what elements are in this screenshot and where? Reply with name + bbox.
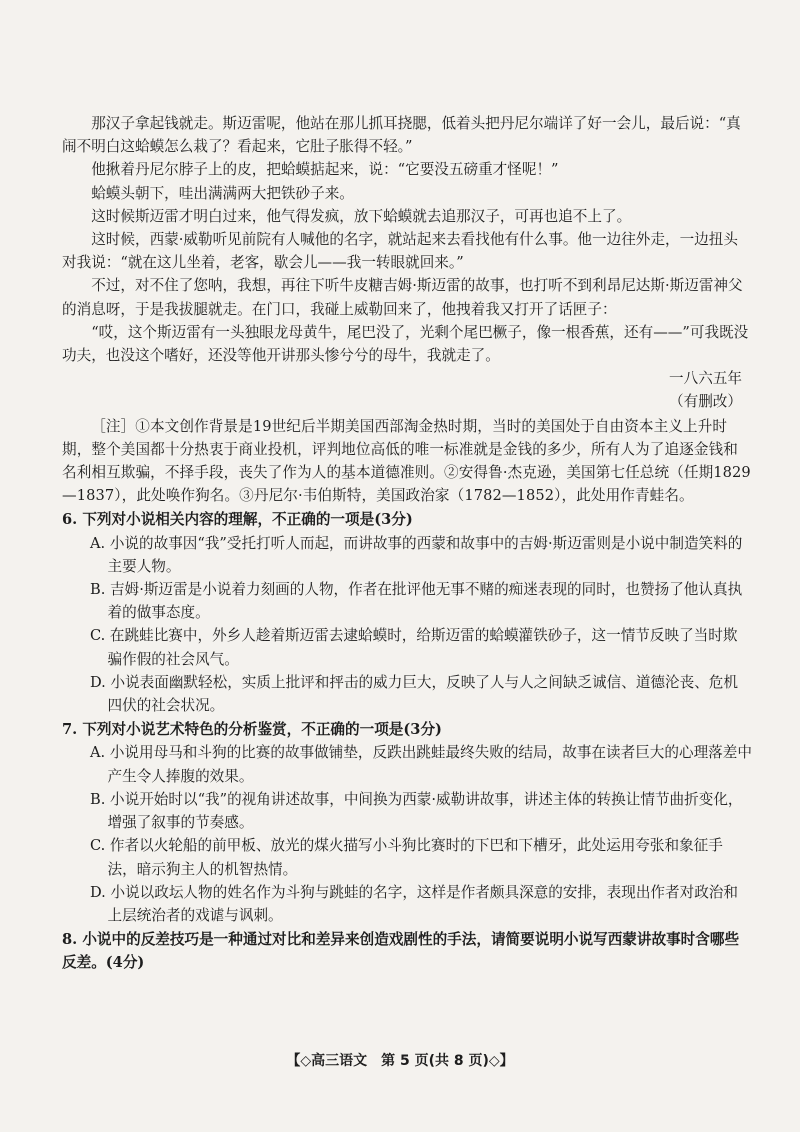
option-c: C. 在跳蛙比赛中，外乡人趁着斯迈雷去逮蛤蟆时，给斯迈雷的蛤蟆灌铁砂子，这一情节反映了当时欺骗作假的社会风气。 [90,627,738,668]
passage-paragraph: 不过，对不住了您呐，我想，再往下听牛皮糖吉姆·斯迈雷的故事，也打听不到利昂尼达斯·斯迈雷神父的消息呀，于是我拔腿就走。在门口，我碰上威勒回来了，他拽着我又打开了话匣子： [62,277,743,318]
option-d: D. 小说表面幽默轻松，实质上批评和抨击的威力巨大，反映了人与人之间缺乏诚信、道德沦丧、危机四伏的社会状况。 [90,673,738,715]
passage-paragraph: 这时候斯迈雷才明白过来，他气得发疯，放下蛤蟆就去追那汉子，可再也追不上了。 [91,207,632,225]
question-stem: 6. 下列对小说相关内容的理解，不正确的一项是(3分) [62,511,413,529]
source-note: （有删改） [669,393,742,411]
question-stem: 7. 下列对小说艺术特色的分析鉴赏，不正确的一项是(3分) [62,721,442,739]
option-c: C. 作者以火轮船的前甲板、放光的煤火描写小斗狗比赛时的下巴和下槽牙，此处运用夸张和象征手法，暗示狗主人的机智热情。 [90,837,723,878]
passage-paragraph: 那汉子拿起钱就走。斯迈雷呢，他站在那儿抓耳挠腮，低着头把丹尼尔端详了好一会儿，最后说：“真闹不明白这蛤蟆怎么栽了？看起来，它肚子胀得不轻。” [62,115,741,156]
option-b: B. 吉姆·斯迈雷是小说着力刻画的人物，作者在批评他无事不赌的痴迷表现的同时，也赞扬了他认真执着的做事态度。 [90,581,743,622]
passage [62,112,752,367]
passage-paragraph: 蛤蟆头朝下，哇出满满两大把铁砂子来。 [91,184,354,202]
passage-paragraph: “哎，这个斯迈雷有一头独眼龙母黄牛，尾巴没了，光剩个尾巴橛子，像一根香蕉，还有——”可我既没功夫，也没这个嗜好，还没等他开讲那头惨兮兮的母牛，我就走了。 [62,323,749,365]
annotation-note: ［注］①本文创作背景是19世纪后半期美国西部淘金热时期，当时的美国处于自由资本主义上升时期，整个美国都十分热衷于商业投机，评判地位高低的唯一标准就是金钱的多少，所有人为了追逐金钱和名利相互欺骗，不择手段，丧失了作为人的基本道德准则。②安得鲁·杰克逊，美国第七任总统（任期1829—1837），此处唤作狗名。③丹尼尔·韦伯斯特，美国政治家（1782—1852），此处用作青蛙名。 [62,417,751,505]
question-6 [62,508,752,717]
option-a: A. 小说的故事因“我”受托打听人而起，而讲故事的西蒙和故事中的吉姆·斯迈雷则是小说中制造笑料的主要人物。 [90,534,743,575]
question-stem: 8. 小说中的反差技巧是一种通过对比和差异来创造戏剧性的手法，请简要说明小说写西蒙讲故事时含哪些反差。(4分) [62,931,740,972]
option-d: D. 小说以政坛人物的姓名作为斗狗与跳蛙的名字，这样是作者颇具深意的安排，表现出作者对政治和上层统治者的戏谑与讽刺。 [90,883,738,924]
passage-paragraph: 他揪着丹尼尔脖子上的皮，把蛤蟆掂起来，说：“它要没五磅重才怪呢！” [91,161,559,179]
date-line: 一八六五年 [669,370,742,388]
passage-paragraph: 这时候，西蒙·威勒听见前院有人喊他的名字，就站起来去看找他有什么事。他一边往外走，一边扭头对我说：“就在这儿坐着，老客，歇会儿——我一转眼就回来。” [62,231,738,272]
question-7 [62,718,752,927]
page-footer: 【◇高三语文 第 5 页(共 8 页)◇】 [286,1053,514,1069]
question-8 [62,928,752,974]
option-b: B. 小说开始时以“我”的视角讲述故事，中间换为西蒙·威勒讲故事，讲述主体的转换让情节曲折变化，增强了叙事的节奏感。 [90,790,743,832]
option-a: A. 小说用母马和斗狗的比赛的故事做铺垫，反跌出跳蛙最终失败的结局，故事在读者巨大的心理落差中产生令人捧腹的效果。 [90,744,752,785]
